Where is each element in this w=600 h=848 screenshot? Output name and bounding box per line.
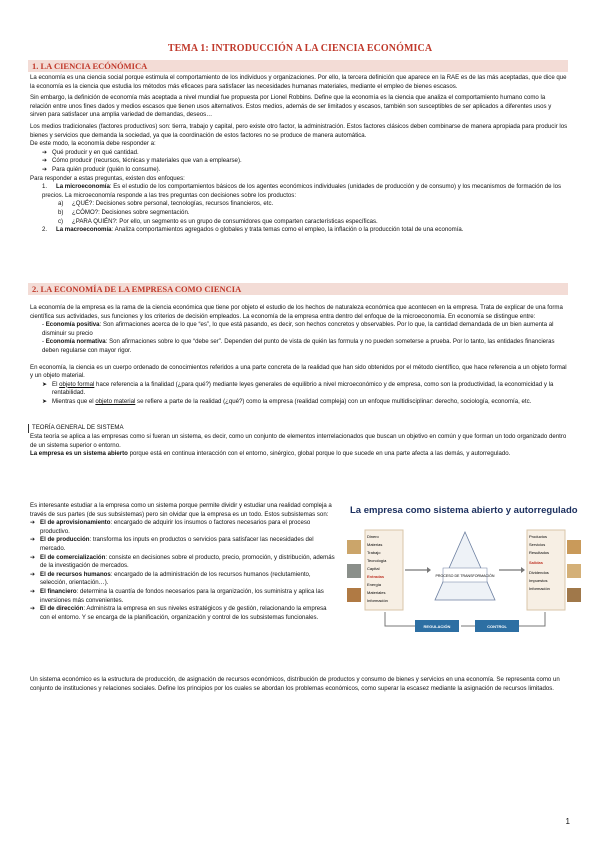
numbered-item-1: 1. La microeconomía: Es el estudio de los comportamientos básicos de los agentes económicos individuales (unidades de producción y de consumo) y los mecanismos de formación de los precios. La microeconomía responde a las tres preguntas con decisiones sobre los productos: (42, 183, 562, 199)
item-text: : Son afirmaciones sobre lo que “debe ser”. Dependen del punto de vista de quién las formula y no pueden someterse a prueba. Por lo tanto, las entidades financieras deben regularse con mayor rigor. (42, 338, 555, 354)
list-item (30, 605, 335, 622)
page-title: TEMA 1: INTRODUCCIÓN A LA CIENCIA ECONÓMICA (167, 43, 433, 54)
item-label: El de aprovisionamiento (40, 519, 111, 527)
process-label: PROCESO DE TRANSFORMACIÓN (435, 574, 495, 578)
item-text: : transforma los inputs en productos o servicios para satisfacer las necesidades del mercado. (40, 536, 314, 552)
output-label: Impuestos (529, 578, 548, 583)
section-heading-1: 1. LA CIENCIA ECÓNÓMICA (28, 60, 568, 72)
paragraph: Para responder a estas preguntas, existen dos enfoques: (30, 174, 185, 182)
input-photo (347, 588, 361, 602)
input-photo (347, 564, 361, 578)
dash-item: - Economía positiva: Son afirmaciones acerca de lo que “es”, lo que está pasando, es decir, son hechos concretos y observables. Por lo que, la cantidad demandada de un bien aumenta al disminuir su precio (42, 321, 554, 337)
subsection-heading: TEORÍA GENERAL DE SISTEMA (28, 424, 152, 433)
list-item (30, 571, 335, 588)
control-label: CONTROL (487, 624, 507, 629)
subsystems-list (30, 519, 335, 622)
output-label: Información (529, 586, 550, 591)
paragraph (30, 74, 568, 91)
arrow-head (427, 567, 431, 573)
item-label: objeto formal (59, 380, 95, 388)
input-label: Trabajo (367, 550, 381, 555)
list-item (30, 519, 335, 536)
paragraph: En economía, la ciencia es un cuerpo ordenado de conocimientos referidos a una parte concreta de la realidad que han sido obtenidos por el método científico, que hace referencia a un objeto formal y un objeto material. (30, 363, 567, 380)
list-item (42, 381, 568, 398)
list-item (30, 536, 335, 553)
item-text: : Es el estudio de los comportamientos básicos de los agentes económicos individuales (unidades de producción y de consumo) y los mecanismos de formación de los precios. La microeconomía responde a las tres preguntas con decisiones sobre los productos: (42, 183, 562, 199)
section2-body (30, 304, 568, 407)
input-label: Materias (367, 542, 383, 547)
section1-body (30, 74, 568, 235)
item-text: : Son afirmaciones acerca de lo que “es”, lo que está pasando, es decir, son hechos concretos y observables. Por lo que, la cantidad demandada de un bien aumenta al disminuir su precio (42, 321, 554, 337)
item-label: Economía normativa (45, 338, 106, 346)
paragraph: Sin embargo, la definición de economía más aceptada a nivel mundial fue propuesta por Lionel Robbins. Define que la economía es la ciencia que analiza el comportamiento humano como la relación entre unos fines dados y medios escasos que tienen usos alternativos. Estos medios, además de ser limitados y escasos, también son susceptibles de ser aplicados a diferentes usos y sirven para satisfacer una amplia variedad de demandas, deseos… (30, 94, 552, 119)
input-label: Energía (367, 582, 382, 587)
input-label: Información (367, 598, 388, 603)
item-text: porque está en continua interacción con el entorno, sinérgico, global porque lo que sucede en una parte afecta a las demás, y autorregulado. (127, 450, 511, 458)
list-item (30, 588, 335, 605)
item-text: : encargado de la administración de los recursos humanos (reclutamiento, selección, orientación…). (40, 570, 311, 587)
entradas-label: Entradas (367, 574, 385, 579)
item-text: : determina la cuantía de fondos necesarios para la organización, los suministra y aplica las inversiones más convenientes. (40, 587, 324, 604)
arrow-icon: ➔ (30, 536, 36, 544)
sub-item (30, 200, 568, 209)
questions-list (30, 149, 568, 175)
arrow-icon: ➔ (30, 605, 36, 613)
item-label: La macroeconomía (56, 226, 112, 234)
input-label: Capital (367, 566, 380, 571)
page-number: 1 (565, 817, 570, 826)
list-item (42, 157, 568, 166)
arrow-icon: ➔ (30, 587, 36, 595)
object-list (30, 381, 568, 407)
salidas-label: Salidas (529, 560, 544, 565)
arrow-icon: ➔ (42, 165, 48, 173)
item-text: : consiste en decisiones sobre el producto, precio, promoción, y distribución, además de la investigación de mercados. (40, 553, 335, 570)
item-text: : Analiza comportamientos agregados o globales y trata temas como el empleo, la inflación o la producción total de una economía. (111, 226, 464, 234)
list-item-text: Cómo producir (recursos, técnicas y materiales que van a emplearse). (52, 157, 242, 165)
list-item (42, 149, 568, 158)
system-body-top (30, 433, 568, 459)
list-item (42, 398, 568, 407)
paragraph: Los medios tradicionales (factores productivos) son: tierra, trabajo y capital, pero existe otro factor, la administración. Estos factores clásicos deben combinarse de manera apropiada para producir los bienes y servicios que demanda la sociedad, ya que la coordinación de estos factores no se produce de manera automática. (30, 122, 568, 139)
system-body-left (30, 502, 335, 622)
item-text: : encargado de adquirir los insumos o factores necesarios para el proceso productivo. (40, 519, 311, 535)
paragraph: Es interesante estudiar a la empresa como un sistema porque permite dividir y estudiar una realidad compleja a través de sus partes (de sus subsistemas) pero sin olvidar que la empresa es un todo. Estos subsistemas son: (30, 502, 332, 518)
item-label: El de comercialización (40, 553, 106, 561)
item-text: se refiere a parte de la realidad (¿qué?) como la empresa (realidad compleja) con un enfoque multidisciplinar: derecho, sociología, economía, etc. (135, 397, 532, 405)
item-label: El de dirección (40, 605, 84, 613)
item-text: : Administra la empresa en sus niveles estratégicos y de gestión, relacionando la empresa con el entorno. Y se encarga de la planificación, organización y control de los subsistemas funcionales. (40, 605, 327, 621)
arrow-icon: ➤ (42, 397, 48, 405)
sub-text: ¿CÓMO?: Decisiones sobre segmentación. (72, 208, 190, 216)
numbered-item-2: 2. La macroeconomía: Analiza comportamientos agregados o globales y trata temas como el empleo, la inflación o la producción total de una economía. (42, 226, 464, 234)
paragraph: De este modo, la economía debe responder a: (30, 140, 156, 148)
paragraph: Esta teoría se aplica a las empresas como si fueran un sistema, es decir, como un conjunto de elementos interrelacionados que buscan un objetivo en común y que forman un todo organizado dentro de un sistema superior o entorno. (30, 433, 567, 449)
arrow-icon: ➔ (42, 148, 48, 156)
sub-text: ¿QUÉ?: Decisiones sobre personal, tecnologías, recursos financieros, etc. (72, 200, 274, 208)
paragraph: La economía de la empresa es la rama de la ciencia económica que tiene por objeto el estudio de los hechos de naturaleza económica que acontecen en la empresa. Trata de explicar de una forma científica sus actividades, sus funciones y los criterios de decisión empleados. La economía de la empresa entra dentro del enfoque de la microeconomía. En economía se distingue entre: (30, 304, 563, 320)
item-pre: El (52, 380, 60, 388)
sub-mark: b) (58, 208, 64, 216)
item-label: El financiero (40, 587, 77, 595)
arrow-icon: ➤ (42, 380, 48, 388)
input-label: Materiales (367, 590, 386, 595)
item-label: El de producción (40, 536, 90, 544)
arrow-icon: ➔ (30, 519, 36, 527)
output-photo (567, 540, 581, 554)
list-item-text: Para quién producir (quién lo consume). (52, 165, 161, 173)
input-photo (347, 540, 361, 554)
item-label: La empresa es un sistema abierto (30, 450, 128, 458)
list-item (42, 166, 568, 175)
sub-item (30, 209, 568, 218)
input-label: Dinero (367, 534, 379, 539)
system-body-bottom (30, 676, 568, 693)
arrow-head (521, 567, 525, 573)
item-text: hace referencia a la finalidad (¿para qué?) mediante leyes generales de equilibrio a nivel microeconómico y de empresa, como son la productividad, la economicidad y la rentabilidad. (52, 380, 554, 397)
paragraph-text: La economía es una ciencia social porque estimula el comportamiento de los individuos y organizaciones. Por ello, la tercera definición que aparece en la RAE es de las más aceptadas, que dice que la economía es la ciencia que estudia los métodos más eficaces para satisfacer las necesidades humanas materiales, mediante el empleo de bienes escasos. (30, 74, 567, 90)
arrow-icon: ➔ (30, 570, 36, 578)
item-label: Economía positiva (45, 321, 100, 329)
item-label: objeto material (95, 397, 136, 405)
figure-title: La empresa como sistema abierto y autorregulado (350, 505, 578, 516)
section-heading-2: 2. LA ECONOMÍA DE LA EMPRESA COMO CIENCIA (28, 283, 568, 295)
input-label: Tecnología (367, 558, 387, 563)
arrow-icon: ➔ (42, 157, 48, 165)
dash-item: - Economía normativa: Son afirmaciones sobre lo que “debe ser”. Dependen del punto de vista de quién las formula y no pueden someterse a prueba. Por lo tanto, las entidades financieras deben regularse con mayor rigor. (42, 338, 555, 354)
system-diagram (345, 520, 585, 660)
paragraph (30, 450, 568, 459)
transformation-triangle (435, 532, 495, 600)
output-label: Dividendos (529, 570, 549, 575)
regulacion-label: REGULACIÓN (423, 624, 451, 629)
list-item-text: Qué producir y en qué cantidad. (52, 148, 139, 156)
output-label: Servicios (529, 542, 546, 547)
item-label: El de recursos humanos (40, 570, 111, 578)
paragraph: Un sistema económico es la estructura de producción, de asignación de recursos económicos, distribución de productos y consumo de bienes y servicios en una economía. Se representa como un conjunto de instituciones y relaciones sociales. Define los principios por los cuales se abordan los problemas económicos, como superar la escasez mediante la asignación de recursos limitados. (30, 676, 560, 692)
list-item (30, 554, 335, 571)
feedback-line (385, 612, 415, 626)
item-label: La microeconomía (56, 183, 110, 191)
sub-mark: a) (58, 200, 64, 208)
feedback-line (519, 612, 545, 626)
output-label: Productos (529, 534, 548, 539)
output-photo (567, 588, 581, 602)
output-label: Resultados (529, 550, 550, 555)
item-pre: Mientras que el (52, 397, 96, 405)
sub-mark: c) (58, 217, 64, 225)
arrow-icon: ➔ (30, 553, 36, 561)
output-photo (567, 564, 581, 578)
sub-item (30, 218, 568, 227)
sub-text: ¿PARA QUIÉN?: Por ello, un segmento es un grupo de consumidores que comparten características específicas. (72, 217, 378, 225)
